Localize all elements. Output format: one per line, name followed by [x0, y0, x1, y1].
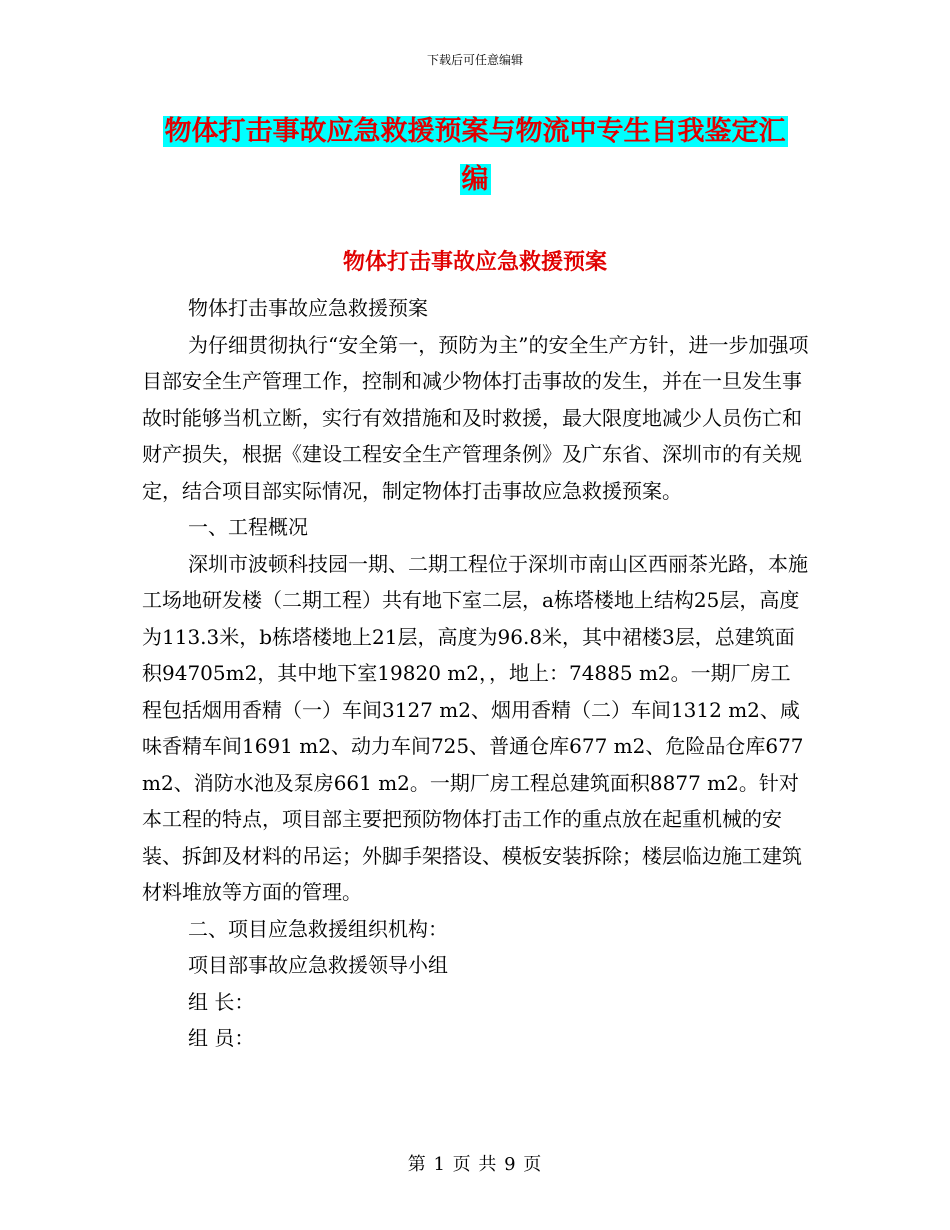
paragraph-group-leader: 组 长：	[188, 989, 255, 1014]
page-number: 第 1 页 共 9 页	[407, 1154, 543, 1175]
paragraph-leadership-group: 项目部事故应急救援领导小组	[188, 953, 448, 977]
title-line-2: 编	[461, 164, 489, 195]
paragraph-group-members: 组 员：	[188, 1026, 255, 1050]
document-body	[142, 290, 810, 1057]
heading-project-overview: 一、工程概况	[188, 515, 308, 539]
document-title	[0, 108, 950, 204]
heading-organization: 二、项目应急救援组织机构：	[188, 916, 448, 941]
section-title: 物体打击事故应急救援预案	[342, 250, 607, 275]
paragraph-subtitle: 物体打击事故应急救援预案	[188, 296, 428, 320]
paragraph-intro: 为仔细贯彻执行“安全第一，预防为主”的安全生产方针，进一步加强项目部安全生产管理工作，控制和减少物体打击事故的发生，并在一旦发生事故时能够当机立断，实行有效措施和及时救援，最大限度地减少人员伤亡和财产损失，根据《建设工程安全生产管理条例》及广东省、深圳市的有关规定，结合项目部实际情况，制定物体打击事故应急救援预案。	[142, 332, 809, 503]
title-line-1: 物体打击事故应急救援预案与物流中专生自我鉴定汇	[164, 116, 786, 147]
paragraph-project-overview: 深圳市波顿科技园一期、二期工程位于深圳市南山区西丽茶光路，本施工场地研发楼（二期工程）共有地下室二层，a栋塔楼地上结构25层，高度为113.3米，b栋塔楼地上21层，高度为96.8米，其中裙楼3层，总建筑面积94705m2，其中地下室19820 m2，，地上：74885 m2。一期厂房工程包括烟用香精（一）车间3127 m2、烟用香精（二）车间1312 m2、咸味香精车间1691 m2、动力车间725、普通仓库677 m2、危险品仓库677 m2、消防水池及泵房661 m2。一期厂房工程总建筑面积8877 m2。针对本工程的特点，项目部主要把预防物体打击工作的重点放在起重机械的安装、拆卸及材料的吊运；外脚手架搭设、模板安装拆除；楼层临边施工建筑材料堆放等方面的管理。	[142, 551, 808, 904]
page-header: 下载后可任意编辑	[426, 53, 523, 67]
